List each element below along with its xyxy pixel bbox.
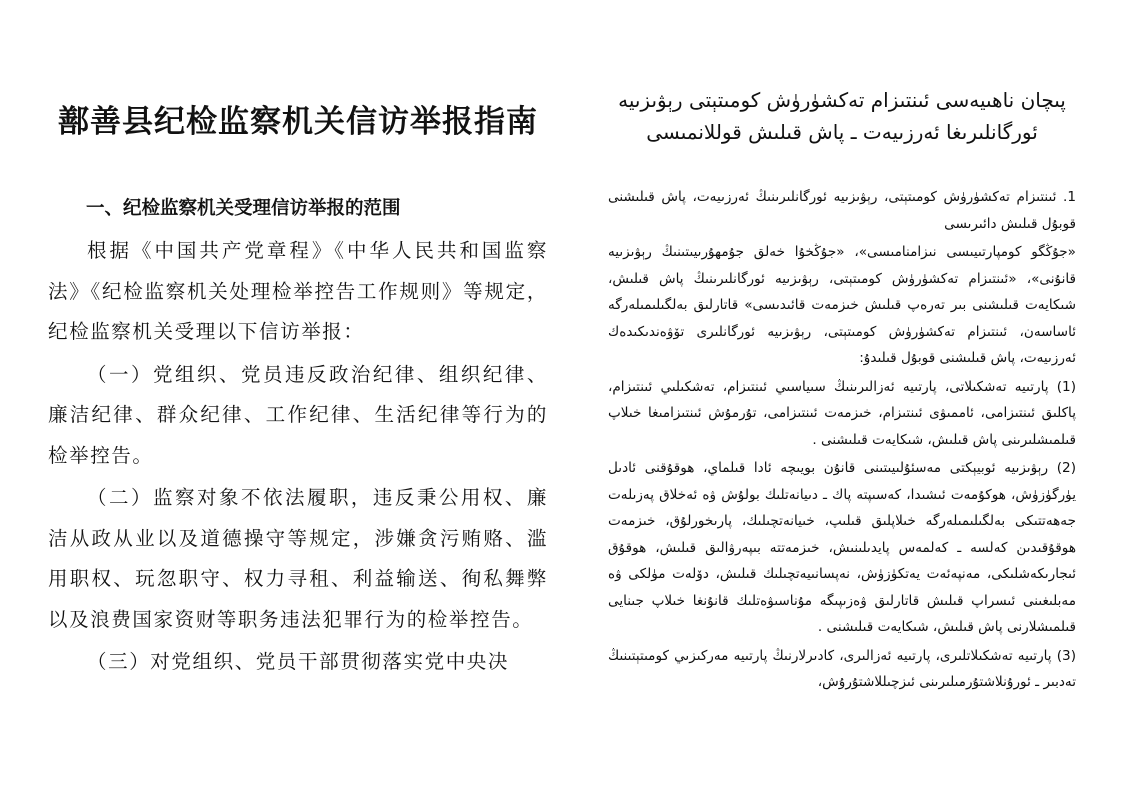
document-title: 鄯善县纪检监察机关信访举报指南 <box>58 104 538 140</box>
paragraph-item-2: （二）监察对象不依法履职，违反秉公用权、廉洁从政从业以及道德操守等规定，涉嫌贪污贿赂、滥用职权、玩忽职守、权力寻租、利益输送、徇私舞弊以及浪费国家资财等职务违法犯罪行为的检举控告。 <box>48 486 548 631</box>
section-heading: 一、纪检监察机关受理信访举报的范围 <box>86 198 401 220</box>
uyghur-paragraph-intro: «جۇڭگو كومپارتىيىسى نىزامنامىسى»، «جۇڭخۇا خەلق جۇمھۇرىيىتىنىڭ رېۋىزىيە قانۇنى»، «ئىنتىزام تەكشۈرۈش كومىتېتى، رېۋىزىيە ئورگانلىرىنىڭ پاش قىلىش، شىكايەت قىلىشنى بىر تەرەپ قىلىش خىزمەت قائىدىسى» قاتارلىق بەلگىلىمىلەرگە ئاساسەن، ئىنتىزام تەكشۈرۈش كومىتېتى، رېۋىزىيە ئورگانلىرى تۆۋەندىكىدەك ئەرزىيەت، پاش قىلىشنى قوبۇل قىلىدۇ: <box>608 244 1076 366</box>
uyghur-title <box>608 84 1076 148</box>
paragraph-item-1: （一）党组织、党员违反政治纪律、组织纪律、廉洁纪律、群众纪律、工作纪律、生活纪律等行为的检举控告。 <box>48 362 548 467</box>
uyghur-title-line-2: ئورگانلىرىغا ئەرزىيەت ـ پاش قىلىش قوللانمىسى <box>646 120 1038 144</box>
paragraph-item-3: （三）对党组织、党员干部贯彻落实党中央决 <box>87 650 510 674</box>
uyghur-paragraph-heading: 1. ئىنتىزام تەكشۈرۈش كومىتېتى، رېۋىزىيە ئورگانلىرىنىڭ ئەرزىيەت، پاش قىلىشنى قوبۇل قىلىش دائىرىسى <box>608 189 1076 232</box>
uyghur-paragraph-item-3: (3) پارتىيە تەشكىلاتلىرى، پارتىيە ئەزالىرى، كادىرلارنىڭ پارتىيە مەركىزىي كومىتېتىنىڭ تەدبىر ـ ئورۇنلاشتۇرمىلىرىنى ئىزچىللاشتۇرۇش، <box>608 647 1076 690</box>
uyghur-paragraph-item-2: (2) رېۋىزىيە ئوبيېكتى مەسئۇلىيىتىنى قانۇن بويىچە ئادا قىلماي، ھوقۇقنى ئادىل يۈرگۈزۈش، ھوكۇمەت ئىشىدا، كەسىپتە پاك ـ دىيانەتلىك بولۇش ۋە ئەخلاق پەزىلەت جەھەتتىكى بەلگىلىمىلەرگە خىلاپلىق قىلىپ، خىيانەتچىلىك، پارىخورلۇق، خىزمەت ھوقۇقىدىن كەلسە ـ كەلمەس پايدىلىنىش، خىزمەتتە بىپەرۋالىق قىلىش، ھوقۇق ئىجارىكەشلىكى، مەنپەئەت يەتكۈزۈش، نەپسانىيەتچىلىك قىلىش، دۆلەت مۈلكى ۋە مەبلىغىنى ئىسراپ قىلىش قاتارلىق ۋەزىپىگە مۇناسىۋەتلىك قانۇنغا خىلاپ جىنايى قىلمىشلارنى پاش قىلىش، شىكايەت قىلىشنى . <box>608 460 1076 635</box>
uyghur-column <box>608 84 1076 698</box>
chinese-column <box>48 96 548 685</box>
uyghur-title-line-1: پىچان ناھىيەسى ئىنتىزام تەكشۈرۈش كومىتېتى رېۋىزىيە <box>618 88 1066 112</box>
uyghur-paragraph-item-1: (1) پارتىيە تەشكىلاتى، پارتىيە ئەزالىرىنىڭ سىياسىي ئىنتىزام، تەشكىلىي ئىنتىزام، پاكلىق ئىنتىزامى، ئاممىۋى ئىنتىزام، خىزمەت ئىنتىزامى، تۇرمۇش ئىنتىزامىغا خىلاپ قىلمىشلىرىنى پاش قىلىش، شىكايەت قىلىشنى . <box>608 378 1076 448</box>
paragraph-intro: 根据《中国共产党章程》《中华人民共和国监察法》《纪检监察机关处理检举控告工作规则》等规定，纪检监察机关受理以下信访举报： <box>48 239 548 344</box>
